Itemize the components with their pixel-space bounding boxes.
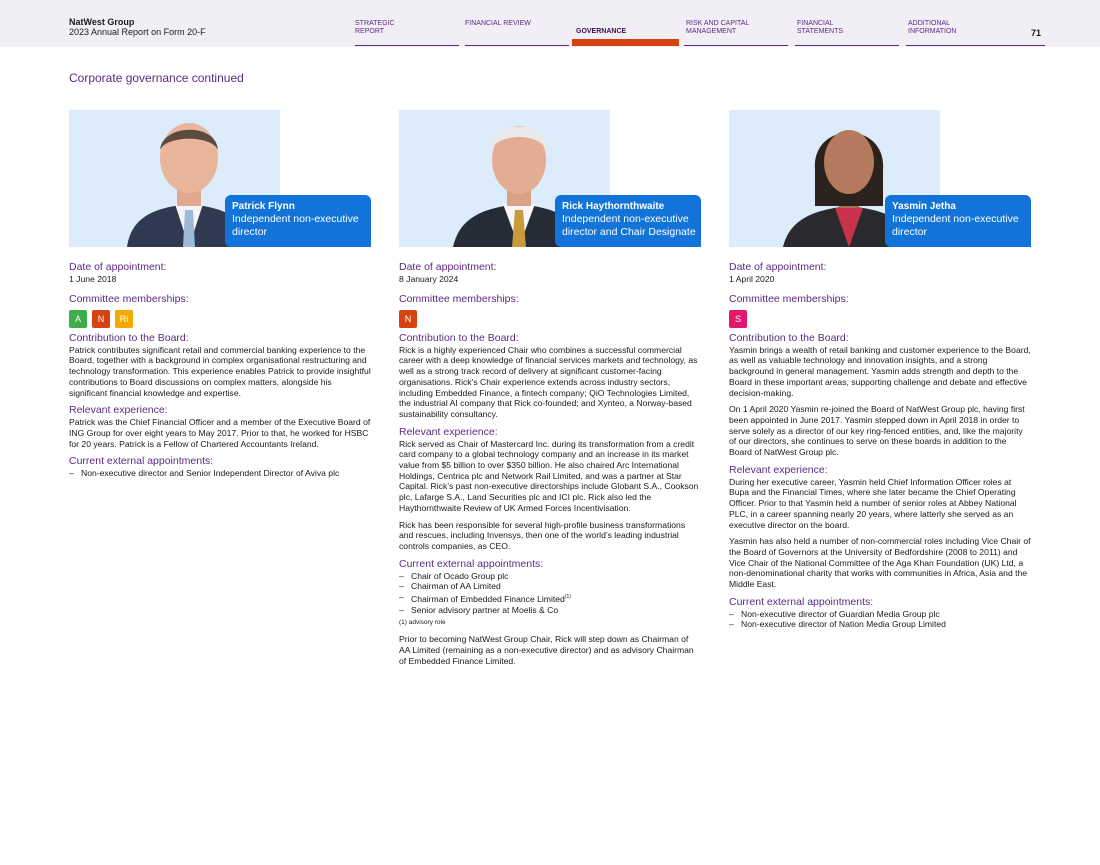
director-name: Patrick Flynn: [232, 201, 295, 212]
nav-active-indicator: [572, 39, 679, 46]
appointment-date: 1 June 2018: [69, 274, 117, 284]
contribution-text: On 1 April 2020 Yasmin re-joined the Board of NatWest Group plc, having first been appointed in June 2017. Yasmin stepped down in April 2018 in order to serve solely as a director of our key ring-fenced entities, and, like the majority of our directors, she continues to serve on these boards in addition to the Board of NatWest Group plc.: [729, 404, 1025, 458]
external-list: [399, 571, 701, 616]
committee-label: Committee memberships:: [69, 292, 189, 305]
experience-text: Yasmin has also held a number of non-commercial roles including Vice Chair of the Board of Governors at the University of Bedfordshire (2008 to 2011) and Vice Chair of the National Committee of the Aga Khan Foundation (UK) Ltd, a non-denominational charity that works with communities in Africa, Asia and the Middle East.: [729, 536, 1031, 590]
nav-risk-capital[interactable]: RISK AND CAPITAL MANAGEMENT: [686, 20, 750, 35]
nav-divider: [795, 45, 899, 46]
external-label: Current external appointments:: [399, 557, 544, 570]
report-name: 2023 Annual Report on Form 20-F: [69, 27, 206, 37]
committee-badge-audit: A: [69, 310, 87, 328]
experience-label: Relevant experience:: [729, 463, 828, 476]
contribution-label: Contribution to the Board:: [69, 331, 189, 344]
committee-badge-risk: Ri: [115, 310, 133, 328]
committee-badges: [729, 310, 1031, 328]
external-list: [69, 468, 371, 479]
director-role: Independent non-executive director: [232, 213, 359, 238]
director-name: Yasmin Jetha: [892, 201, 956, 212]
director-card-yasmin-jetha: [729, 110, 1031, 630]
committee-badges: [399, 310, 701, 328]
date-label: Date of appointment:: [69, 261, 167, 273]
list-item: – Non-executive director of Nation Media Group Limited: [729, 619, 1031, 630]
list-item-text: Chairman of Embedded Finance Limited: [411, 593, 565, 604]
experience-label: Relevant experience:: [69, 404, 168, 417]
nav-governance[interactable]: GOVERNANCE: [576, 28, 627, 35]
appointment-date: 1 April 2020: [729, 274, 775, 284]
director-card-rick-haythornthwaite: [399, 110, 701, 666]
external-list: [729, 609, 1031, 630]
name-card: [885, 195, 1031, 247]
list-item: – Senior advisory partner at Moelis & Co: [399, 605, 701, 616]
list-item: – Chair of Ocado Group plc: [399, 571, 701, 582]
contribution-label: Contribution to the Board:: [399, 331, 519, 344]
nav-divider: [465, 45, 569, 46]
external-label: Current external appointments:: [729, 595, 874, 608]
nav-divider: [684, 45, 788, 46]
contribution-label: Contribution to the Board:: [729, 331, 849, 344]
name-card: [225, 195, 371, 247]
committee-label: Committee memberships:: [399, 292, 519, 305]
committee-label: Committee memberships:: [729, 292, 849, 305]
committee-badge-nominations: N: [399, 310, 417, 328]
list-item: [399, 592, 701, 605]
brand: [69, 17, 206, 37]
director-role: Independent non-executive director and Chair Designate: [562, 213, 696, 238]
footnote-mark: (1): [564, 594, 571, 601]
name-card: [555, 195, 701, 247]
date-label: Date of appointment:: [399, 261, 497, 273]
director-photo: [729, 110, 1031, 247]
contribution-text: Rick is a highly experienced Chair who combines a successful commercial career with a deep knowledge of financial services markets and technology, as well as a strong track record of delivery at significant customer-facing organisations. Rick’s Chair experience extends across industry sectors, including Embedded Finance, a fintech company; QiO Technologies Limited, the industrial AI company that Rick co-founded; and Xynteo, a Norway-based sustainability consultancy.: [399, 344, 698, 419]
appointment-date: 8 January 2024: [399, 274, 459, 284]
list-item: – Chairman of AA Limited: [399, 581, 701, 592]
page-number: 71: [1031, 28, 1042, 38]
director-card-patrick-flynn: [69, 110, 371, 479]
director-role: Independent non-executive director: [892, 213, 1019, 238]
experience-text: During her executive career, Yasmin held Chief Information Officer roles at Bupa and the Financial Times, where she later became the Chief Operating Officer. Prior to that Yasmin held a number of senior roles at Abbey National PLC, in a career spanning nearly 20 years, where latterly she served as an executive director on the board.: [729, 476, 1017, 530]
committee-badge-nominations: N: [92, 310, 110, 328]
experience-text: Rick has been responsible for several high-profile business transformations and rescues, including Invensys, then one of the world’s leading industrial controls companies, as CEO.: [399, 519, 686, 551]
nav-additional-information[interactable]: ADDITIONAL INFORMATION: [908, 20, 957, 35]
external-label: Current external appointments:: [69, 455, 214, 468]
experience-text: Rick served as Chair of Mastercard Inc. during its transformation from a credit card company to a global technology company and an increase in its market value from $5 billion to over $350 billion. He also chaired Arc International Holdings, Centrica plc and Network Rail Limited, and was a partner at Star Capital. Rick’s past non-executive directorships include Globant S.A., Cookson plc, Lafarge S.A., Land Securities plc and ICI plc. Rick also led the Haythornthwaite Review of UK Armed Forces Incentivisation.: [399, 438, 699, 513]
list-item: – Non-executive director of Guardian Media Group plc: [729, 609, 1031, 620]
nav-divider: [355, 45, 459, 46]
section-title: Corporate governance continued: [69, 71, 244, 85]
contribution-text: Yasmin brings a wealth of retail banking and customer experience to the Board, as well as valuable technology and innovation insights, and a strong background in general management. Yasmin adds strength and depth to the Board in these important areas, supporting challenge and debate and effective decision-making.: [729, 344, 1031, 398]
closing-text: Prior to becoming NatWest Group Chair, Rick will step down as Chairman of AA Limited (remaining as a non-executive director) and as advisory Chairman of Embedded Finance Limited.: [399, 634, 694, 666]
company-name: NatWest Group: [69, 17, 135, 27]
experience-label: Relevant experience:: [399, 425, 498, 438]
nav-financial-review[interactable]: FINANCIAL REVIEW: [465, 20, 531, 27]
director-name: Rick Haythornthwaite: [562, 201, 665, 212]
nav-strategic-report[interactable]: STRATEGIC REPORT: [355, 20, 395, 35]
nav-divider: [906, 45, 1045, 46]
date-label: Date of appointment:: [729, 261, 827, 273]
director-photo: [69, 110, 371, 247]
committee-badge-sustainability: S: [729, 310, 747, 328]
list-item: – Non-executive director and Senior Independent Director of Aviva plc: [69, 468, 371, 479]
committee-badges: [69, 310, 371, 328]
director-photo: [399, 110, 701, 247]
nav-financial-statements[interactable]: FINANCIAL STATEMENTS: [797, 20, 844, 35]
experience-text: Patrick was the Chief Financial Officer and a member of the Executive Board of ING Group for over eight years to May 2017. Prior to that, he worked for HSBC for 20 years. Patrick is a Fellow of Chartered Accountants Ireland.: [69, 417, 371, 449]
contribution-text: Patrick contributes significant retail and commercial banking experience to the Board, together with a background in complex organisational restructuring and technology transformation. This experience enables Patrick to provide insightful contributions to Board discussions on complex matters, alongside his significant financial knowledge and expertise.: [69, 344, 371, 398]
footnote: (1) advisory role: [399, 619, 446, 627]
